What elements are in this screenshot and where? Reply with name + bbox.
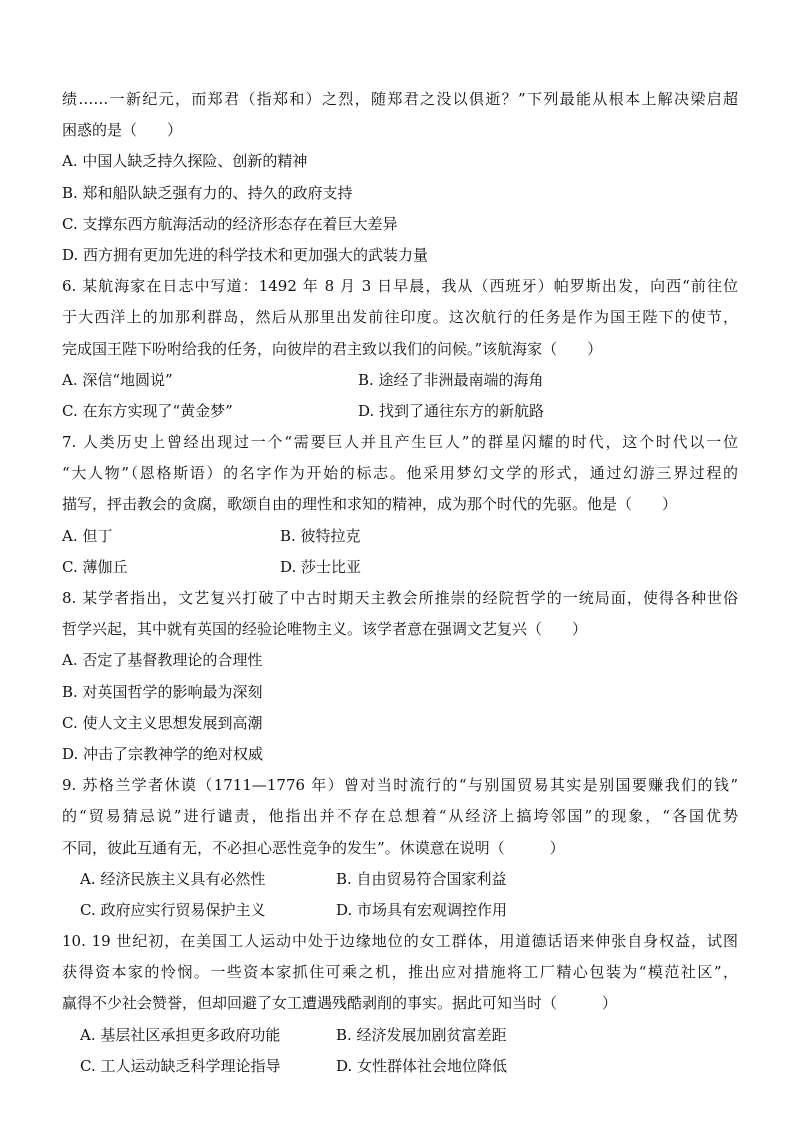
option-c: C. 政府应实行贸易保护主义 [80, 900, 266, 919]
option-b: B. 彼特拉克 [280, 526, 361, 545]
question-5 [62, 84, 738, 271]
question-stem-line: 获得资本家的怜悯。一些资本家抓住可乘之机，推出应对措施将工厂精心包装为“模范社区”， [62, 963, 738, 982]
question-10 [62, 926, 738, 1082]
option-c: C. 工人运动缺乏科学理论指导 [80, 1056, 281, 1075]
question-stem-line: 于大西洋上的加那利群岛，然后从那里出发前往印度。这次航行的任务是作为国王陛下的使节， [62, 308, 738, 327]
question-stem-line: 7. 人类历史上曾经出现过一个“需要巨人并且产生巨人”的群星闪耀的时代，这个时代以一位 [62, 433, 738, 452]
option-d: D. 西方拥有更加先进的科学技术和更加强大的武装力量 [62, 245, 429, 264]
option-c: C. 支撑东西方航海活动的经济形态存在着巨大差异 [62, 214, 398, 233]
option-a: A. 但丁 [62, 526, 113, 545]
question-stem-line: 描写，抨击教会的贪腐，歌颂自由的理性和求知的精神，成为那个时代的先驱。他是（ ） [62, 495, 678, 514]
option-d: D. 女性群体社会地位降低 [336, 1056, 508, 1075]
option-a: A. 中国人缺乏持久探险、创新的精神 [62, 152, 308, 171]
option-c: C. 使人文主义思想发展到高潮 [62, 713, 263, 732]
option-d: D. 市场具有宏观调控作用 [336, 900, 508, 919]
option-row [62, 552, 738, 583]
question-stem-line: 的“贸易猜忌说”进行谴责，他指出并不存在总想着“从经济上搞垮邻国”的现象，“各国优势 [62, 807, 738, 826]
question-stem-line: 6. 某航海家在日志中写道：1492 年 8 月 3 日早晨，我从（西班牙）帕罗斯出发，向西“前往位 [62, 277, 738, 296]
option-d: D. 冲击了宗教神学的绝对权威 [62, 744, 264, 763]
option-row [62, 521, 738, 552]
option-row [62, 895, 738, 926]
option-b: B. 对英国哲学的影响最为深刻 [62, 682, 263, 701]
question-stem-line: 哲学兴起，其中就有英国的经验论唯物主义。该学者意在强调文艺复兴（ ） [62, 620, 588, 639]
question-stem-line: 困惑的是（ ） [62, 121, 183, 140]
option-row [62, 1020, 738, 1051]
option-row [62, 396, 738, 427]
question-stem-line: “大人物”（恩格斯语）的名字作为开始的标志。他采用梦幻文学的形式，通过幻游三界过程的 [62, 464, 738, 483]
question-stem-line: 赢得不少社会赞誉，但却回避了女工遭遇残酷剥削的事实。据此可知当时（ ） [62, 994, 618, 1013]
option-c: C. 薄伽丘 [62, 557, 128, 576]
question-stem-line: 不同，彼此互通有无，不必担心恶性竞争的发生”。休谟意在说明（ ） [62, 838, 565, 857]
question-7 [62, 427, 738, 583]
option-b: B. 经济发展加剧贫富差距 [336, 1025, 507, 1044]
exam-page [62, 84, 738, 1082]
question-stem-line: 10. 19 世纪初，在美国工人运动中处于边缘地位的女工群体，用道德话语来伸张自身权益，试图 [62, 932, 738, 951]
option-d: D. 莎士比亚 [280, 557, 362, 576]
option-a: A. 经济民族主义具有必然性 [80, 869, 266, 888]
option-a: A. 深信“地圆说” [62, 370, 173, 389]
option-row [62, 365, 738, 396]
option-c: C. 在东方实现了“黄金梦” [62, 401, 233, 420]
question-stem-line: 绩……一新纪元，而郑君（指郑和）之烈，随郑君之没以俱逝？”下列最能从根本上解决梁启超 [62, 90, 738, 108]
option-d: D. 找到了通往东方的新航路 [358, 401, 545, 420]
question-6 [62, 271, 738, 427]
option-b: B. 途经了非洲最南端的海角 [358, 370, 544, 389]
option-row [62, 864, 738, 895]
option-row [62, 1051, 738, 1082]
question-9 [62, 770, 738, 926]
question-8 [62, 583, 738, 770]
question-stem-line: 完成国王陛下吩咐给我的任务，向彼岸的君主致以我们的问候。”该航海家（ ） [62, 339, 603, 358]
question-stem-line: 9. 苏格兰学者休谟（1711—1776 年）曾对当时流行的“与别国贸易其实是别国要赚我们的钱” [62, 776, 738, 795]
option-a: A. 基层社区承担更多政府功能 [80, 1025, 281, 1044]
option-a: A. 否定了基督教理论的合理性 [62, 651, 263, 670]
question-stem-line: 8. 某学者指出，文艺复兴打破了中古时期天主教会所推崇的经院哲学的一统局面，使得各种世俗 [62, 589, 738, 607]
option-b: B. 郑和船队缺乏强有力的、持久的政府支持 [62, 183, 353, 202]
option-b: B. 自由贸易符合国家利益 [336, 869, 507, 888]
